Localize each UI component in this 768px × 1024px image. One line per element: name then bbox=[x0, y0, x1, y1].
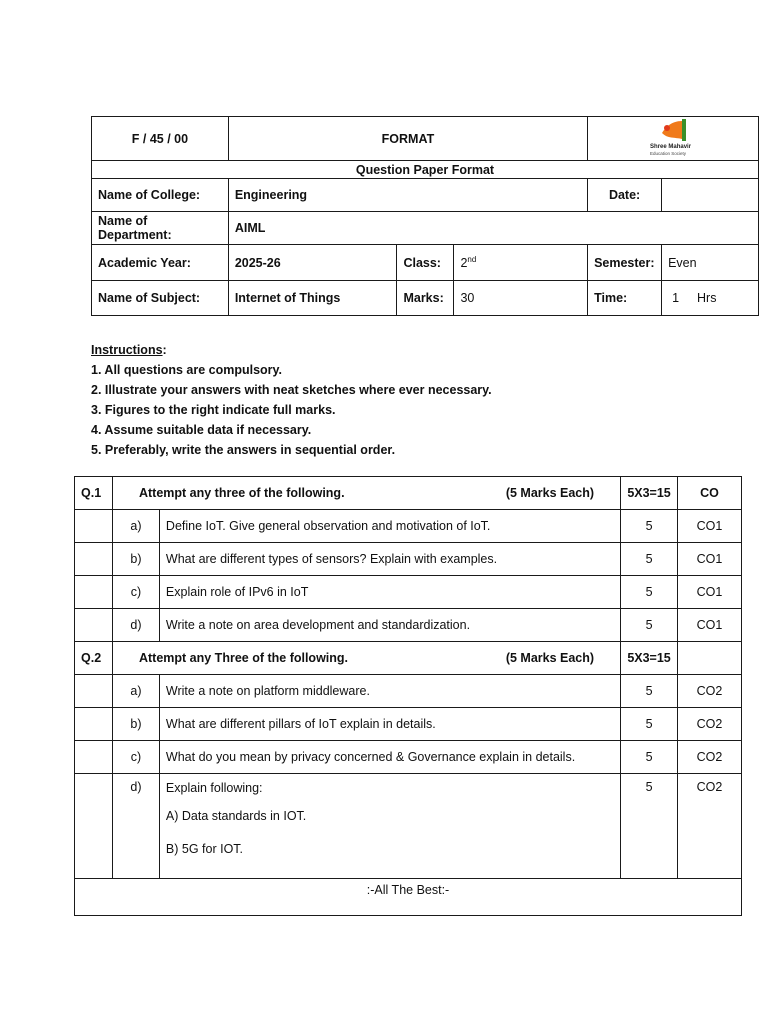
part-text: Write a note on area development and standardization. bbox=[159, 609, 620, 642]
time-value bbox=[662, 281, 759, 316]
part-label: c) bbox=[112, 741, 159, 774]
table-row bbox=[75, 510, 742, 543]
subject-value: Internet of Things bbox=[228, 281, 397, 316]
question-header-row bbox=[75, 477, 742, 510]
table-row bbox=[75, 576, 742, 609]
instruction-item: 5. Preferably, write the answers in sequential order. bbox=[91, 443, 396, 457]
instructions-title: Instructions bbox=[91, 343, 163, 357]
sub-item: A) Data standards in IOT. bbox=[165, 809, 307, 823]
logo-subtitle: Education Society bbox=[650, 150, 687, 156]
part-co: CO1 bbox=[678, 576, 742, 609]
question-instruction: Attempt any three of the following. bbox=[138, 486, 345, 500]
class-suffix: nd bbox=[467, 254, 477, 264]
instruction-item: 2. Illustrate your answers with neat sketches where ever necessary. bbox=[91, 383, 492, 397]
table-row bbox=[75, 609, 742, 642]
question-header-row bbox=[75, 642, 742, 675]
class-number: 2 bbox=[460, 256, 468, 271]
header-table bbox=[91, 116, 759, 316]
part-co: CO1 bbox=[678, 510, 742, 543]
part-text bbox=[159, 774, 620, 879]
part-co: CO1 bbox=[678, 609, 742, 642]
form-code: F / 45 / 00 bbox=[92, 117, 229, 161]
paper-format-title: Question Paper Format bbox=[92, 161, 759, 179]
institution-logo bbox=[650, 119, 696, 159]
semester-label: Semester: bbox=[588, 245, 662, 281]
part-co: CO2 bbox=[678, 774, 742, 879]
date-value bbox=[662, 179, 759, 212]
co-header: CO bbox=[678, 477, 742, 510]
question-number: Q.2 bbox=[75, 642, 113, 675]
time-label: Time: bbox=[588, 281, 662, 316]
table-row bbox=[75, 774, 742, 879]
date-label: Date: bbox=[588, 179, 662, 212]
part-text: Define IoT. Give general observation and motivation of IoT. bbox=[159, 510, 620, 543]
part-co: CO1 bbox=[678, 543, 742, 576]
logo-name: Shree Mahavir bbox=[650, 143, 692, 150]
academic-year-label: Academic Year: bbox=[92, 245, 229, 281]
part-marks: 5 bbox=[621, 741, 678, 774]
semester-value: Even bbox=[662, 245, 759, 281]
table-row bbox=[75, 543, 742, 576]
part-text: What are different types of sensors? Explain with examples. bbox=[159, 543, 620, 576]
part-label: c) bbox=[112, 576, 159, 609]
instruction-item: 4. Assume suitable data if necessary. bbox=[91, 423, 312, 437]
part-marks: 5 bbox=[621, 576, 678, 609]
marks-each: (5 Marks Each) bbox=[505, 486, 595, 500]
marks-label: Marks: bbox=[397, 281, 454, 316]
instruction-item: 3. Figures to the right indicate full marks. bbox=[91, 403, 336, 417]
marks-value: 30 bbox=[454, 281, 588, 316]
class-value bbox=[454, 245, 588, 281]
question-title bbox=[112, 477, 620, 510]
time-number: 1 bbox=[672, 291, 680, 305]
college-label: Name of College: bbox=[92, 179, 229, 212]
marks-each: (5 Marks Each) bbox=[505, 651, 595, 665]
question-total: 5X3=15 bbox=[621, 642, 678, 675]
question-instruction: Attempt any Three of the following. bbox=[138, 651, 349, 665]
part-text: What do you mean by privacy concerned & Governance explain in details. bbox=[159, 741, 620, 774]
part-label: a) bbox=[112, 510, 159, 543]
footer-row bbox=[75, 879, 742, 916]
college-value: Engineering bbox=[228, 179, 587, 212]
footer-text: :-All The Best:- bbox=[75, 879, 742, 916]
part-label: b) bbox=[112, 543, 159, 576]
part-marks: 5 bbox=[621, 675, 678, 708]
logo-emblem-icon bbox=[660, 119, 692, 143]
part-marks: 5 bbox=[621, 543, 678, 576]
question-table bbox=[74, 476, 742, 916]
part-marks: 5 bbox=[621, 609, 678, 642]
part-heading: Explain following: bbox=[165, 781, 263, 795]
logo-cell bbox=[588, 117, 759, 161]
part-marks: 5 bbox=[621, 774, 678, 879]
format-label: FORMAT bbox=[228, 117, 587, 161]
table-row bbox=[75, 708, 742, 741]
part-co: CO2 bbox=[678, 675, 742, 708]
academic-year-value: 2025-26 bbox=[228, 245, 397, 281]
part-label: d) bbox=[112, 609, 159, 642]
instruction-item: 1. All questions are compulsory. bbox=[91, 363, 283, 377]
part-co: CO2 bbox=[678, 741, 742, 774]
subject-label: Name of Subject: bbox=[92, 281, 229, 316]
part-text: What are different pillars of IoT explain in details. bbox=[159, 708, 620, 741]
table-row bbox=[75, 741, 742, 774]
part-label: d) bbox=[112, 774, 159, 879]
time-unit: Hrs bbox=[697, 291, 717, 305]
part-marks: 5 bbox=[621, 708, 678, 741]
part-co: CO2 bbox=[678, 708, 742, 741]
question-total: 5X3=15 bbox=[621, 477, 678, 510]
question-number: Q.1 bbox=[75, 477, 113, 510]
part-label: b) bbox=[112, 708, 159, 741]
table-row bbox=[75, 675, 742, 708]
department-label: Name of Department: bbox=[92, 212, 229, 245]
part-text: Write a note on platform middleware. bbox=[159, 675, 620, 708]
part-label: a) bbox=[112, 675, 159, 708]
part-marks: 5 bbox=[621, 510, 678, 543]
sub-item: B) 5G for IOT. bbox=[165, 842, 244, 856]
department-value: AIML bbox=[228, 212, 758, 245]
class-label: Class: bbox=[397, 245, 454, 281]
co-header bbox=[678, 642, 742, 675]
question-title bbox=[112, 642, 620, 675]
instructions: Instructions: 1. All questions are compulsory. 2. Illustrate your answers with neat sketches where ever necessary. 3. Figures to the right indicate full marks. 4. Assume suitable data if necessary. 5. Preferably, write the answers in sequential order. bbox=[91, 340, 691, 460]
part-text: Explain role of IPv6 in IoT bbox=[159, 576, 620, 609]
